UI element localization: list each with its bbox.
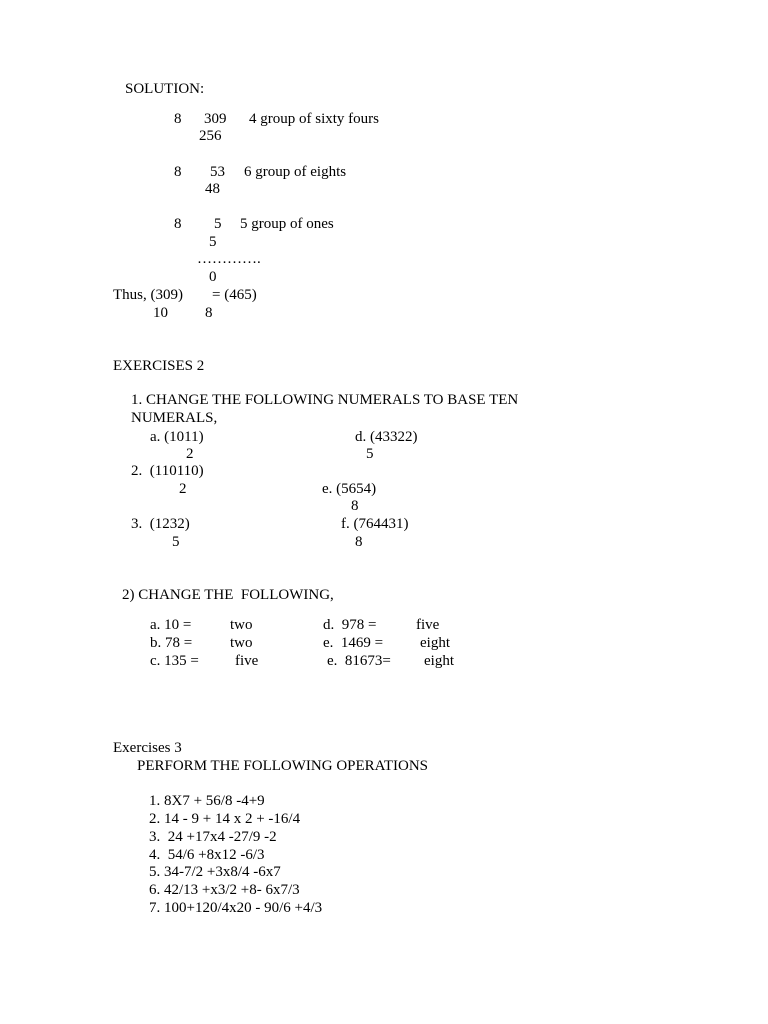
item-e: e. (5654)	[322, 481, 377, 497]
item-d: d. (43322)	[355, 429, 418, 445]
change-b-label: b. 78 =	[150, 635, 193, 651]
item-a: a. (1011)	[150, 429, 204, 445]
exercises2-part2-title: 2) CHANGE THE FOLLOWING,	[122, 587, 334, 603]
change-e-label: e. 1469 =	[323, 635, 384, 651]
base-eight-subscript: 8	[205, 305, 213, 321]
item-f: f. (764431)	[341, 516, 409, 532]
exercises3-subheading: PERFORM THE FOLLOWING OPERATIONS	[137, 758, 428, 774]
remainder: 0	[209, 269, 217, 285]
step3-product: 5	[209, 234, 217, 250]
change-b-target: two	[230, 635, 253, 651]
step1-divisor: 8	[174, 111, 182, 127]
solution-heading: SOLUTION:	[125, 81, 205, 97]
step2-note: 6 group of eights	[244, 164, 347, 180]
exercises2-heading: EXERCISES 2	[113, 358, 205, 374]
change-a-label: a. 10 =	[150, 617, 192, 633]
step1-product: 256	[199, 128, 222, 144]
item-d-base: 5	[366, 446, 374, 462]
change-d-label: d. 978 =	[323, 617, 377, 633]
operation-item: 5. 34-7/2 +3x8/4 -6x7	[149, 864, 281, 880]
exercises2-part1-title-line1: 1. CHANGE THE FOLLOWING NUMERALS TO BASE TEN	[131, 392, 519, 408]
exercises3-heading: Exercises 3	[113, 740, 182, 756]
change-e-target: eight	[420, 635, 450, 651]
step2-dividend: 53	[210, 164, 225, 180]
step2-product: 48	[205, 181, 220, 197]
item-3-base: 5	[172, 534, 180, 550]
step1-dividend: 309	[204, 111, 227, 127]
change-c-label: c. 135 =	[150, 653, 199, 669]
item-a-base: 2	[186, 446, 194, 462]
step2-divisor: 8	[174, 164, 182, 180]
step3-note: 5 group of ones	[240, 216, 334, 232]
operation-item: 1. 8X7 + 56/8 -4+9	[149, 793, 265, 809]
item-2: 2. (110110)	[131, 463, 204, 479]
item-3: 3. (1232)	[131, 516, 190, 532]
operation-item: 3. 24 +17x4 -27/9 -2	[149, 829, 277, 845]
change-e2-target: eight	[424, 653, 454, 669]
dots-line: ………….	[197, 251, 261, 267]
thus-text: Thus, (309)	[113, 287, 183, 303]
change-d-target: five	[416, 617, 440, 633]
change-a-target: two	[230, 617, 253, 633]
step1-note: 4 group of sixty fours	[249, 111, 379, 127]
item-f-base: 8	[355, 534, 363, 550]
equals-text: = (465)	[212, 287, 257, 303]
step3-dividend: 5	[214, 216, 222, 232]
item-2-base: 2	[179, 481, 187, 497]
change-e2-label: e. 81673=	[327, 653, 391, 669]
operation-item: 2. 14 - 9 + 14 x 2 + -16/4	[149, 811, 301, 827]
change-c-target: five	[235, 653, 259, 669]
item-e-base: 8	[351, 498, 359, 514]
operation-item: 7. 100+120/4x20 - 90/6 +4/3	[149, 900, 323, 916]
exercises2-part1-title-line2: NUMERALS,	[131, 410, 218, 426]
step3-divisor: 8	[174, 216, 182, 232]
base-ten-subscript: 10	[153, 305, 168, 321]
operation-item: 4. 54/6 +8x12 -6/3	[149, 847, 265, 863]
operation-item: 6. 42/13 +x3/2 +8- 6x7/3	[149, 882, 300, 898]
